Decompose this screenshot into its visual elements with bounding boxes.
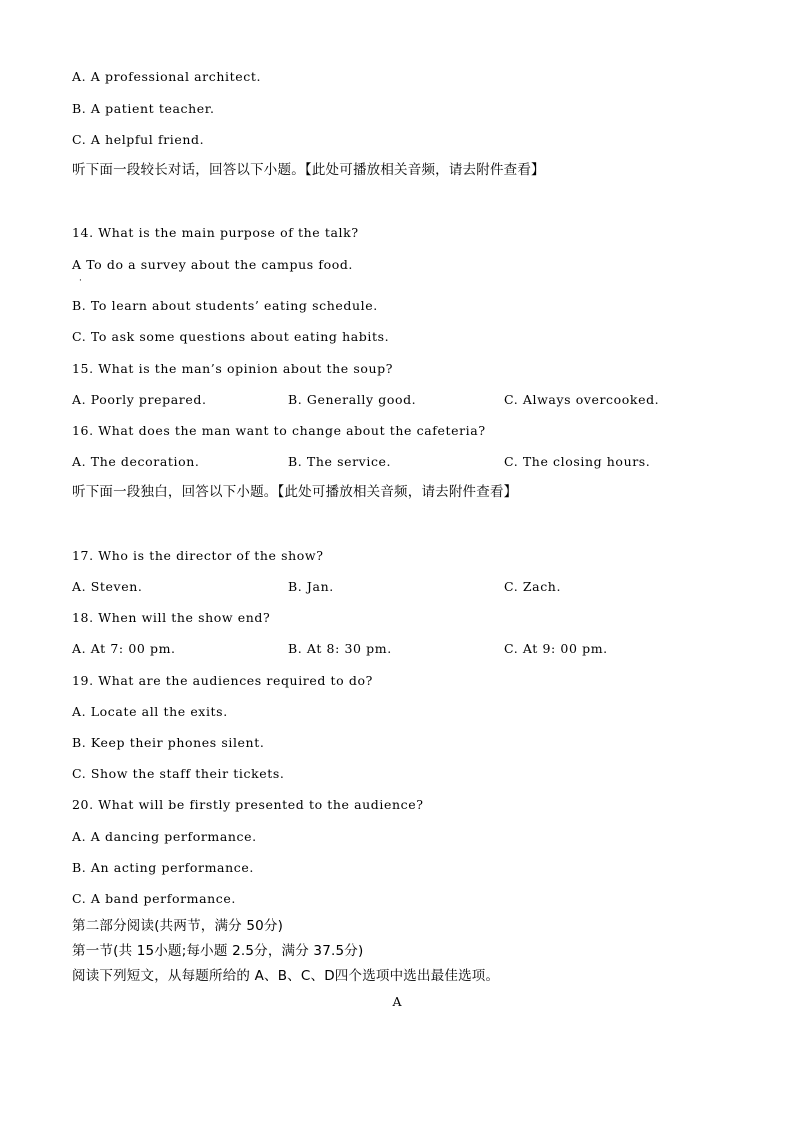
q15-option-b: B. Generally good.: [288, 392, 417, 407]
q16-option-a: A. The decoration.: [72, 454, 200, 469]
q17-option-b: B. Jan.: [288, 579, 334, 594]
q16-options: [72, 454, 732, 470]
q14-question: 14. What is the main purpose of the talk?: [72, 225, 359, 240]
q19-option-c: C. Show the staff their tickets.: [72, 766, 285, 781]
stray-mark: ·: [79, 276, 82, 286]
q19-question: 19. What are the audiences required to do?: [72, 673, 373, 688]
q17-question: 17. Who is the director of the show?: [72, 548, 324, 563]
q17-options: [72, 579, 732, 595]
q19-option-b: B. Keep their phones silent.: [72, 735, 265, 750]
q14-option-b: B. To learn about students’ eating schedule.: [72, 298, 378, 313]
reading-instruction: 阅读下列短文，从每题所给的 A、B、C、D四个选项中选出最佳选项。: [72, 968, 500, 984]
q20-question: 20. What will be firstly presented to the audience?: [72, 797, 424, 812]
q17-option-c: C. Zach.: [504, 579, 562, 594]
q15-option-a: A. Poorly prepared.: [72, 392, 207, 407]
q20-option-b: B. An acting performance.: [72, 860, 254, 875]
passage-label: A: [392, 994, 402, 1009]
q19-option-a: A. Locate all the exits.: [72, 704, 228, 719]
q16-option-c: C. The closing hours.: [504, 454, 651, 469]
q18-options: [72, 641, 732, 657]
q15-question: 15. What is the man’s opinion about the soup?: [72, 361, 394, 376]
q14-option-c: C. To ask some questions about eating habits.: [72, 329, 390, 344]
q15-options: [72, 392, 732, 408]
q20-option-a: A. A dancing performance.: [72, 829, 257, 844]
q15-option-c: C. Always overcooked.: [504, 392, 660, 407]
q13-option-c: C. A helpful friend.: [72, 132, 205, 147]
q16-question: 16. What does the man want to change about the cafeteria?: [72, 423, 486, 438]
q20-option-c: C. A band performance.: [72, 891, 236, 906]
q18-option-c: C. At 9: 00 pm.: [504, 641, 608, 656]
q14-option-a: A To do a survey about the campus food.: [72, 257, 353, 272]
instruction-monologue: 听下面一段独白，回答以下小题。【此处可播放相关音频，请去附件查看】: [72, 484, 518, 500]
section1-heading: 第一节(共 15小题;每小题 2.5分，满分 37.5分): [72, 943, 364, 959]
instruction-long-dialogue: 听下面一段较长对话，回答以下小题。【此处可播放相关音频，请去附件查看】: [72, 162, 545, 178]
q13-option-a: A. A professional architect.: [72, 69, 262, 84]
q18-question: 18. When will the show end?: [72, 610, 271, 625]
q18-option-b: B. At 8: 30 pm.: [288, 641, 392, 656]
part2-heading: 第二部分阅读(共两节，满分 50分): [72, 918, 284, 934]
q17-option-a: A. Steven.: [72, 579, 143, 594]
q13-option-b: B. A patient teacher.: [72, 101, 215, 116]
q16-option-b: B. The service.: [288, 454, 392, 469]
q18-option-a: A. At 7: 00 pm.: [72, 641, 176, 656]
